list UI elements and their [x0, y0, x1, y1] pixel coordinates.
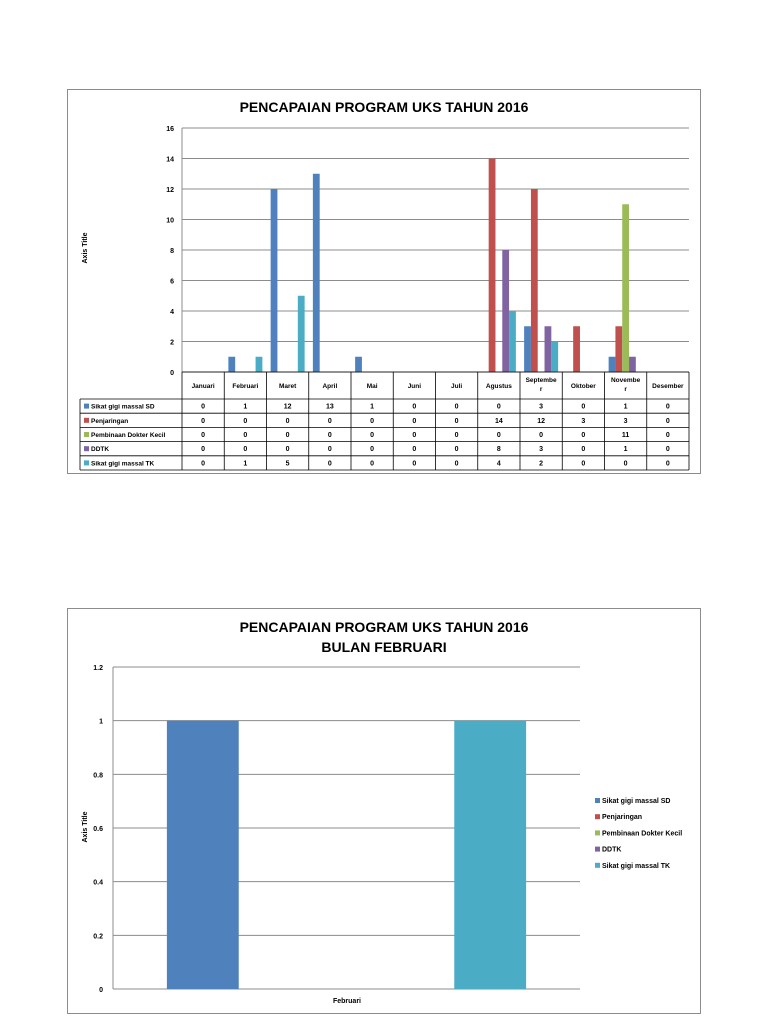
- x-category-label: Desember: [652, 383, 684, 390]
- legend-label: Sikat gigi massal SD: [602, 798, 671, 805]
- bar-penjaringan: [489, 159, 496, 373]
- bar-ddtk: [545, 326, 552, 372]
- table-cell-value: 0: [243, 432, 248, 439]
- table-cell-value: 0: [581, 460, 586, 468]
- table-cell-value: 1: [243, 460, 248, 468]
- y-tick-label: 6: [170, 278, 174, 286]
- y-tick-label: 2: [170, 339, 174, 347]
- legend-key: [595, 798, 600, 803]
- table-cell-value: 0: [243, 446, 248, 454]
- table-cell-value: 2: [539, 460, 544, 468]
- table-cell-value: 0: [327, 417, 332, 425]
- bar-sikat-gigi-massal-sd: [524, 326, 531, 372]
- legend-key: [595, 863, 600, 868]
- table-cell-value: 0: [665, 417, 670, 425]
- table-cell-value: 3: [581, 417, 586, 425]
- bar-ddtk: [629, 357, 636, 372]
- table-cell-value: 0: [454, 403, 459, 411]
- table-cell-value: 0: [243, 417, 248, 425]
- table-cell-value: 0: [539, 432, 544, 439]
- table-cell-value: 1: [370, 403, 375, 411]
- table-cell-value: 0: [285, 446, 290, 454]
- legend-label: Pembinaan Dokter Kecil: [91, 432, 166, 439]
- y-tick-label: 8: [170, 248, 174, 255]
- bar-ddtk: [502, 250, 509, 372]
- x-category-label: Maret: [278, 383, 297, 390]
- legend-label: Pembinaan Dokter Kecil: [602, 830, 683, 838]
- table-cell-value: 3: [539, 403, 544, 411]
- table-cell-value: 0: [454, 446, 459, 454]
- table-cell-value: 0: [581, 446, 586, 454]
- legend-key: [84, 404, 89, 409]
- table-cell-value: 13: [325, 403, 334, 411]
- x-category-label: Agustus: [485, 383, 512, 390]
- y-tick-label: 14: [166, 156, 174, 164]
- bar-sikat-gigi-massal-sd: [313, 174, 320, 372]
- bar-sikat-gigi-massal-tk: [509, 311, 516, 372]
- x-category-label: April: [322, 383, 338, 390]
- y-tick-label: 0: [99, 987, 103, 994]
- table-cell-value: 0: [201, 446, 206, 454]
- table-cell-value: 4: [496, 460, 501, 468]
- y-tick-label: 0.4: [93, 879, 103, 887]
- table-cell-value: 11: [621, 432, 630, 439]
- table-cell-value: 0: [665, 432, 670, 439]
- bar-sikat-gigi-massal-tk: [256, 357, 263, 372]
- legend-key: [84, 460, 89, 465]
- table-cell-value: 1: [623, 446, 628, 454]
- bar-sikat-gigi-massal-sd: [271, 189, 278, 372]
- x-category-label: Januari: [191, 383, 215, 390]
- legend-key: [595, 847, 600, 852]
- legend-key: [595, 814, 600, 819]
- legend-label: Penjaringan: [91, 417, 129, 425]
- x-category-label: Septembe r: [525, 377, 557, 393]
- bar-sikat-gigi-massal-tk: [454, 721, 526, 989]
- table-cell-value: 0: [285, 432, 290, 439]
- chart-february-svg: [68, 609, 700, 1013]
- x-category-label: Juli: [451, 383, 463, 390]
- table-cell-value: 0: [412, 460, 417, 468]
- chart-monthly: [67, 89, 701, 474]
- y-axis-title: Axis Title: [82, 232, 89, 264]
- y-tick-label: 4: [170, 309, 174, 316]
- legend-key: [595, 830, 600, 835]
- table-cell-value: 12: [537, 417, 546, 425]
- table-cell-value: 0: [201, 432, 206, 439]
- y-tick-label: 16: [166, 126, 174, 133]
- table-cell-value: 0: [454, 417, 459, 425]
- table-cell-value: 0: [370, 432, 375, 439]
- y-tick-label: 0.6: [93, 826, 103, 833]
- table-cell-value: 0: [412, 446, 417, 454]
- table-cell-value: 1: [243, 403, 248, 411]
- table-cell-value: 8: [496, 446, 501, 454]
- chart-title: PENCAPAIAN PROGRAM UKS TAHUN 2016: [239, 99, 529, 115]
- x-category-label: Novembe r: [610, 377, 641, 393]
- table-cell-value: 12: [283, 403, 292, 411]
- chart-title: PENCAPAIAN PROGRAM UKS TAHUN 2016: [239, 619, 529, 635]
- table-cell-value: 0: [581, 403, 586, 411]
- legend-label: Penjaringan: [602, 814, 643, 822]
- legend-key: [84, 418, 89, 423]
- table-cell-value: 0: [327, 446, 332, 454]
- y-tick-label: 12: [166, 187, 174, 194]
- bar-sikat-gigi-massal-sd: [228, 357, 235, 372]
- table-cell-value: 0: [370, 417, 375, 425]
- table-cell-value: 0: [581, 432, 586, 439]
- chart-february: [67, 608, 701, 1014]
- y-tick-label: 1.2: [93, 665, 103, 672]
- table-cell-value: 0: [370, 460, 375, 468]
- table-cell-value: 0: [327, 432, 332, 439]
- table-cell-value: 3: [539, 446, 544, 454]
- legend-key: [84, 432, 89, 437]
- legend-label: DDTK: [602, 846, 622, 854]
- bar-sikat-gigi-massal-sd: [609, 357, 616, 372]
- legend-key: [84, 446, 89, 451]
- table-cell-value: 0: [496, 432, 501, 439]
- y-tick-label: 1: [99, 718, 103, 726]
- table-cell-value: 0: [285, 417, 290, 425]
- table-cell-value: 0: [412, 417, 417, 425]
- table-cell-value: 0: [454, 460, 459, 468]
- bar-penjaringan: [531, 189, 538, 372]
- bar-penjaringan: [573, 326, 580, 372]
- legend-label: DDTK: [91, 446, 110, 454]
- table-cell-value: 14: [494, 417, 503, 425]
- bar-sikat-gigi-massal-tk: [298, 296, 305, 372]
- table-cell-value: 0: [623, 460, 628, 468]
- y-tick-label: 0.8: [93, 772, 103, 780]
- y-tick-label: 0.2: [93, 933, 103, 941]
- table-cell-value: 1: [623, 403, 628, 411]
- chart-subtitle: BULAN FEBRUARI: [321, 639, 447, 655]
- x-category-label: Februari: [332, 998, 362, 1005]
- x-category-label: Oktober: [570, 383, 596, 390]
- legend-label: Sikat gigi massal TK: [91, 460, 155, 468]
- bar-sikat-gigi-massal-sd: [167, 721, 239, 989]
- chart-monthly-svg: [68, 90, 700, 473]
- bar-sikat-gigi-massal-sd: [355, 357, 362, 372]
- bar-penjaringan: [615, 326, 622, 372]
- table-cell-value: 0: [201, 417, 206, 425]
- x-category-label: Mai: [366, 383, 378, 390]
- table-cell-value: 0: [665, 403, 670, 411]
- y-axis-title: Axis Title: [82, 811, 89, 843]
- x-category-label: Juni: [407, 383, 422, 390]
- y-tick-label: 10: [166, 217, 174, 225]
- bar-pembinaan-dokter-kecil: [622, 204, 629, 372]
- table-cell-value: 5: [285, 460, 290, 468]
- legend-label: Sikat gigi massal TK: [602, 862, 671, 870]
- table-cell-value: 0: [201, 460, 206, 468]
- table-cell-value: 0: [665, 460, 670, 468]
- legend-label: Sikat gigi massal SD: [91, 403, 155, 411]
- table-cell-value: 3: [623, 417, 628, 425]
- table-cell-value: 0: [665, 446, 670, 454]
- table-cell-value: 0: [327, 460, 332, 468]
- y-tick-label: 0: [170, 370, 174, 377]
- table-cell-value: 0: [201, 403, 206, 411]
- table-cell-value: 0: [370, 446, 375, 454]
- table-cell-value: 0: [412, 403, 417, 411]
- table-cell-value: 0: [454, 432, 459, 439]
- x-category-label: Februari: [232, 383, 259, 390]
- bar-sikat-gigi-massal-tk: [551, 342, 558, 373]
- table-cell-value: 0: [496, 403, 501, 411]
- table-cell-value: 0: [412, 432, 417, 439]
